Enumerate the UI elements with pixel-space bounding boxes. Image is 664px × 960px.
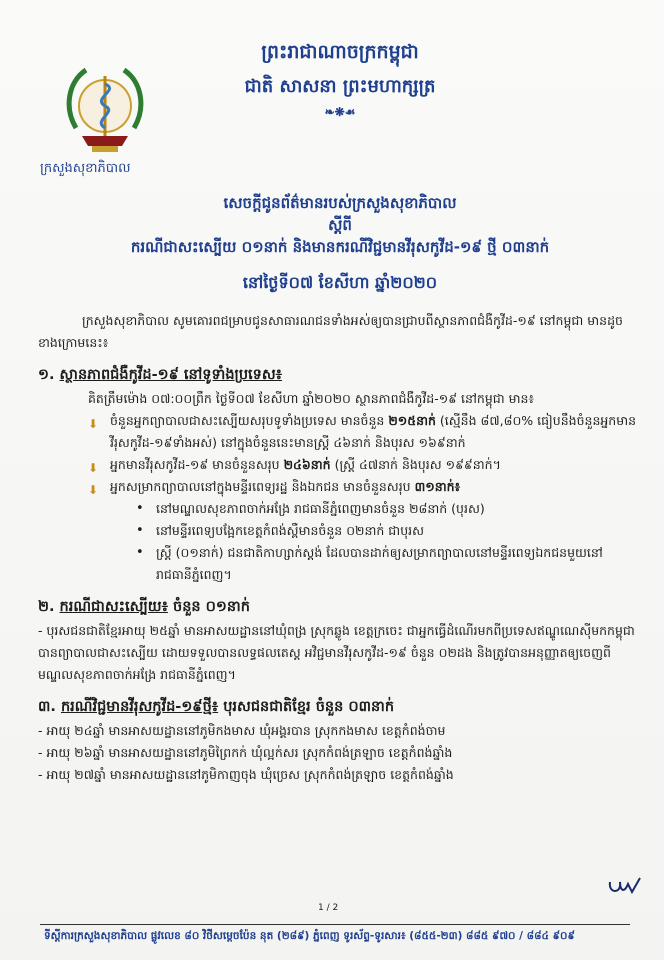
kingdom-header [150,40,530,119]
section-2-title: ករណីជាសះស្បើយ៖ [59,599,168,615]
section-2-tail: ចំនួន ០១នាក់ [167,599,250,615]
sub-list-item: • នៅមណ្ឌលសុខភាពចាក់អង្រែ រាជធានីភ្នំពេញមានចំនួន ២៨នាក់ (បុរស) [38,498,638,520]
initials-signature-icon [606,874,650,898]
kingdom-line-1: ព្រះរាជាណាចក្រកម្ពុជា [261,41,419,63]
page-number: 1 / 2 [318,903,339,913]
section-3-tail: បុរសជនជាតិខ្មែរ ចំនួន ០៣នាក់ [218,699,395,715]
bullet-dot-icon: • [136,545,144,560]
section-1-heading [38,362,638,388]
list-item: ⬇ អ្នកមានវីរុសកូវីដ-១៩ មានចំនួនសរុប ២៤៦នាក់ (ស្ត្រី ៤៧នាក់ និងបុរស ១៩៩នាក់។ [38,454,638,476]
bullet-dot-icon: • [136,501,144,516]
list-item: - អាយុ ២៤ឆ្នាំ មានអាសយដ្ឋាននៅភូមិកងមាស ឃុំអង្គរបាន ស្រុកកងមាស ខេត្តកំពង់ចាម [38,723,446,738]
document-title [40,192,640,294]
ministry-label: ក្រសួងសុខាភិបាល [40,161,131,176]
section-3-number: ៣. [38,699,56,715]
ministry-of-health-emblem-icon [62,58,148,158]
section-2-text: - បុរសជនជាតិខ្មែរអាយុ ២៥ឆ្នាំ មានអាសយដ្ឋាននៅឃុំពង្រ ស្រុកឆ្លូង ខេត្តក្រចេះ ជាអ្នកធ្វើដំណើរមកពីប្រទេសឥណ្ឌូណេស៊ីមកកម្ពុជា បានព្យាបាលជាសះស្បើយ ដោយទទួលបានលទ្ធផលតេស្ត អវិជ្ជមានវីរុសកូវីដ-១៩ ចំនួន ០២ដង និងត្រូវបានអនុញ្ញាតឲ្យចេញពីមណ្ឌលសុខភាពចាក់អង្រែ រាជធានីភ្នំពេញ។ [38,623,635,682]
sub-list-item: • ស្ត្រី (០១នាក់) ជនជាតិកាហ្សាក់ស្តង់ ដែលបានដាក់ឲ្យសម្រាកព្យាបាលនៅមន្ទីរពេទ្យឯកជនមួយនៅរាជធានីភ្នំពេញ។ [38,542,638,586]
document-body [38,310,638,786]
section-2-heading [38,594,638,620]
title-line-3: ករណីជាសះស្បើយ ០១នាក់ និងមានករណីវិជ្ជមានវីរុសកូវីដ-១៩ ថ្មី ០៣នាក់ [130,238,550,256]
section-3-title: ករណីវិជ្ជមានវីរុសកូវីដ-១៩ថ្មី៖ [60,699,219,715]
list-item: ⬇ ចំនួនអ្នកព្យាបាលជាសះស្បើយសរុបទូទាំងប្រទេស មានចំនួន ២១៥នាក់ (ស្មើនឹង ៨៧,៨០% ធៀបនឹងចំនួនអ្នកមានវីរុសកូវីដ-១៩ទាំងអស់) នៅក្នុងចំនួននេះមានស្ត្រី ៤៦នាក់ និងបុរស ១៦៩នាក់ [88,413,637,450]
intro-paragraph: ក្រសួងសុខាភិបាល សូមគោរពជម្រាបជូនសាធារណជនទាំងអស់ឲ្យបានជ្រាបពីស្ថានភាពជំងឺកូវីដ-១៩ នៅកម្ពុជា មានដូចខាងក្រោមនេះ៖ [38,313,623,350]
title-line-2: ស្តីពី [328,216,352,234]
footer-address: ទីស្តីការក្រសួងសុខាភិបាល ផ្លូវលេខ ៨០ វិថីសម្តេចប៉ែន នុត (២៨៩) ភ្នំពេញ ទូរស័ព្ទ-ទូរសារ៖ (៨៥៥-២៣) ៨៨៥ ៩៧០ / ៨៨៤ ៩០៩ [44,930,575,942]
list-item: ⬇ អ្នកសម្រាកព្យាបាលនៅក្នុងមន្ទីរពេទ្យរដ្ឋ និងឯកជន មានចំនួនសរុប ៣១នាក់៖ [38,476,638,498]
arrow-bullet-icon: ⬇ [88,483,99,497]
section-1-title: ស្ថានភាពជំងឺកូវីដ-១៩ នៅទូទាំងប្រទេស៖ [59,367,283,383]
footer-divider [40,924,630,925]
section-1-lead: គិតត្រឹមម៉ោង ០៧:០០ព្រឹក ថ្ងៃទី០៧ ខែសីហា ឆ្នាំ២០២០ ស្ថានភាពជំងឺកូវីដ-១៩ នៅកម្ពុជា មាន៖ [88,391,534,406]
title-line-1: សេចក្តីជូនព័ត៌មានរបស់ក្រសួងសុខាភិបាល [223,194,457,212]
bullet-dot-icon: • [136,523,144,538]
kingdom-line-2: ជាតិ សាសនា ព្រះមហាក្សត្រ [244,76,436,97]
section-2-number: ២. [38,599,55,615]
title-date: នៅថ្ងៃទី០៧ ខែសីហា ឆ្នាំ២០២០ [242,273,438,292]
ornament: ❧❋☙ [324,105,356,119]
section-1-number: ១. [38,367,55,383]
list-item: - អាយុ ២៧ឆ្នាំ មានអាសយដ្ឋាននៅភូមិកាញចុង ឃុំច្រេស ស្រុកកំពង់ត្រឡាច ខេត្តកំពង់ឆ្នាំង [38,767,454,782]
section-3-heading [38,694,638,720]
arrow-bullet-icon: ⬇ [88,417,99,431]
arrow-bullet-icon: ⬇ [88,461,99,475]
sub-list-item: • នៅមន្ទីរពេទ្យបង្អែកខេត្តកំពង់ស្ពឺមានចំនួន ០២នាក់ ជាបុរស [38,520,638,542]
list-item: - អាយុ ២៦ឆ្នាំ មានអាសយដ្ឋាននៅភូមិព្រៃកក់ ឃុំល្អក់សរ ស្រុកកំពង់ត្រឡាច ខេត្តកំពង់ឆ្នាំង [38,745,453,760]
